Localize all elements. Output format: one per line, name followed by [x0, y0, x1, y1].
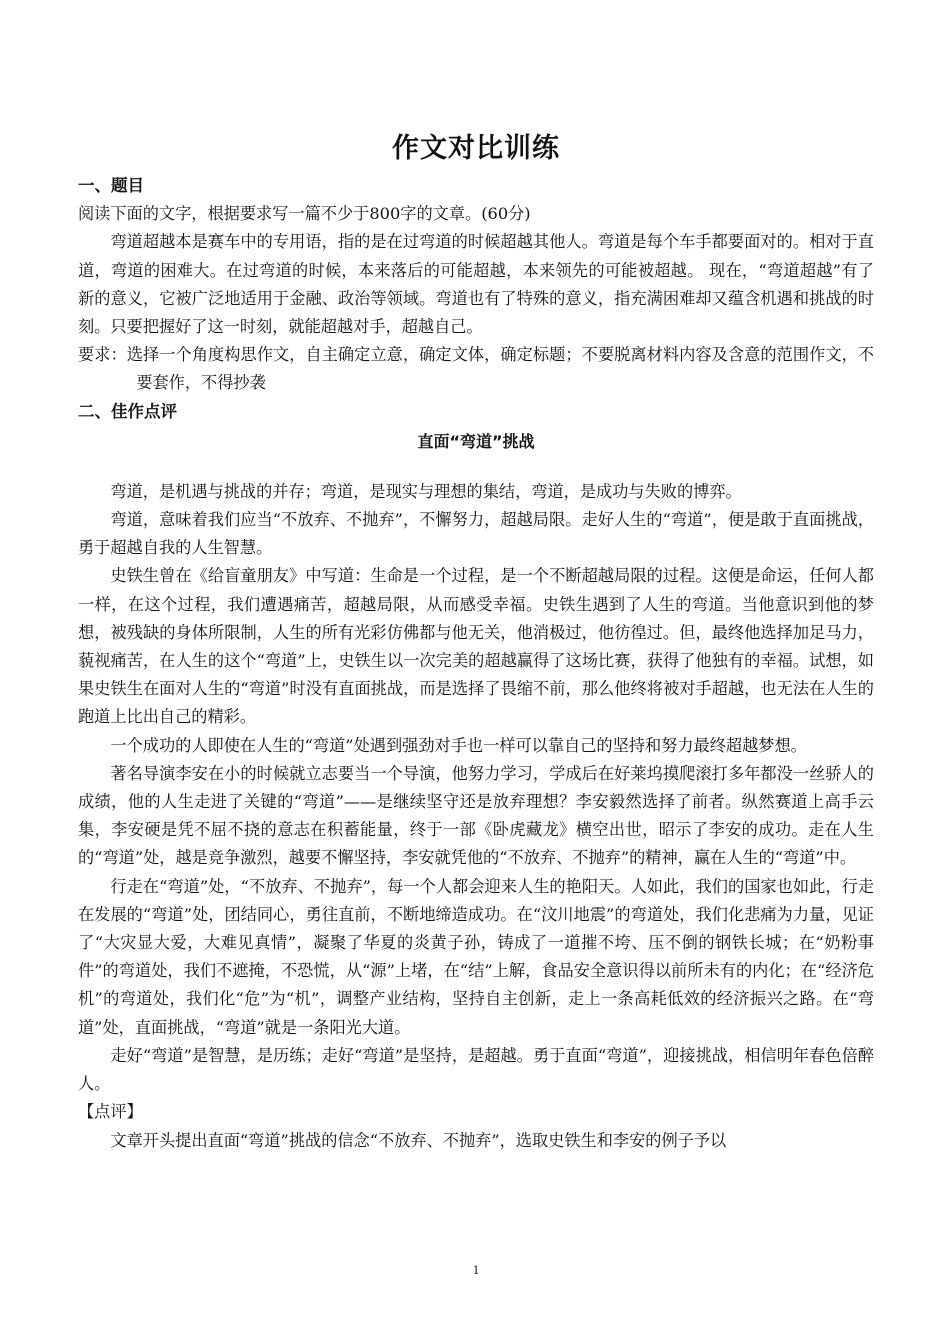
prompt-instruction: 阅读下面的文字，根据要求写一篇不少于800字的文章。(60分)	[78, 204, 531, 224]
essay-paragraph: 弯道，是机遇与挑战的并存；弯道，是现实与理想的集结，弯道，是成功与失败的博弈。	[110, 481, 742, 501]
comment-label: 【点评】	[78, 1102, 143, 1122]
prompt-material: 弯道超越本是赛车中的专用语，指的是在过弯道的时候超越其他人。弯道是每个车手都要面对的。相对于直道，弯道的困难大。在过弯道的时候，本来落后的可能超越，本来领先的可能被超越。 现在，“弯道超越”有了新的意义，它被广泛地适用于金融、政治等领域。弯道也有了特殊的意义，指充满困难却又蕴含机遇和挑战的时刻。只要把握好了这一时刻，就能超越对手，超越自己。	[78, 232, 874, 337]
prompt-requirement: 要求：选择一个角度构思作文，自主确定立意，确定文体，确定标题；不要脱离材料内容及含意的范围作文，不要套作，不得抄袭	[78, 345, 874, 393]
essay-paragraph: 一个成功的人即使在人生的“弯道”处遇到强劲对手也一样可以靠自己的坚持和努力最终超越梦想。	[110, 735, 807, 755]
section-heading-topic: 一、题目	[78, 176, 144, 195]
document-body	[78, 172, 874, 1155]
comment-text: 文章开头提出直面“弯道”挑战的信念“不放弃、不抛弃”，选取史铁生和李安的例子予以	[110, 1130, 727, 1150]
section-heading-model-essay: 二、佳作点评	[78, 401, 177, 421]
essay-paragraph: 走好“弯道”是智慧，是历练；走好“弯道”是坚持，是超越。勇于直面“弯道”，迎接挑战，相信明年春色倍醉人。	[78, 1045, 874, 1094]
essay-paragraph: 著名导演李安在小的时候就立志要当一个导演，他努力学习，学成后在好莱坞摸爬滚打多年都没一丝骄人的成绩，他的人生走进了关键的“弯道”——是继续坚守还是放弃理想？李安毅然选择了前者。纵然赛道上高手云集，李安硬是凭不屈不挠的意志在积蓄能量，终于一部《卧虎藏龙》横空出世，昭示了李安的成功。走在人生的“弯道”处，越是竞争激烈，越要不懈坚持，李安就凭他的“不放弃、不抛弃”的精神，赢在人生的“弯道”中。	[78, 763, 874, 868]
page-number: 1	[472, 1262, 480, 1277]
essay-paragraph: 弯道，意味着我们应当“不放弃、不抛弃”，不懈努力，超越局限。走好人生的“弯道”，便是敢于直面挑战，勇于超越自我的人生智慧。	[78, 510, 874, 558]
essay-paragraph: 行走在“弯道”处，“不放弃、不抛弃”，每一个人都会迎来人生的艳阳天。人如此，我们的国家也如此，行走在发展的“弯道”处，团结同心，勇往直前，不断地缔造成功。在“汶川地震”的弯道处，我们化悲痛为力量，见证了“大灾显大爱，大难见真情”，凝聚了华夏的炎黄子孙，铸成了一道摧不垮、压不倒的钢铁长城；在“奶粉事件”的弯道处，我们不遮掩，不恐慌，从“源”上堵，在“结”上解，食品安全意识得以前所未有的内化；在“经济危机”的弯道处，我们化“危”为“机”，调整产业结构，坚持自主创新，走上一条高耗低效的经济振兴之路。在“弯道”处，直面挑战，“弯道”就是一条阳光大道。	[78, 876, 874, 1037]
document-page	[78, 0, 874, 1342]
essay-paragraph: 史铁生曾在《给盲童朋友》中写道：生命是一个过程，是一个不断超越局限的过程。这便是命运，任何人都一样，在这个过程，我们遭遇痛苦，超越局限，从而感受幸福。史铁生遇到了人生的弯道。当他意识到他的梦想，被残缺的身体所限制，人生的所有光彩仿佛都与他无关，他消极过，他彷徨过。但，最终他选择加足马力，藐视痛苦，在人生的这个“弯道”上，史铁生以一次完美的超越赢得了这场比赛，获得了他独有的幸福。试想，如果史铁生在面对人生的“弯道”时没有直面挑战，而是选择了畏缩不前，那么他终将被对手超越，也无法在人生的跑道上比出自己的精彩。	[78, 566, 874, 727]
page-title: 作文对比训练	[392, 133, 560, 164]
essay-title: 直面“弯道”挑战	[417, 431, 535, 451]
